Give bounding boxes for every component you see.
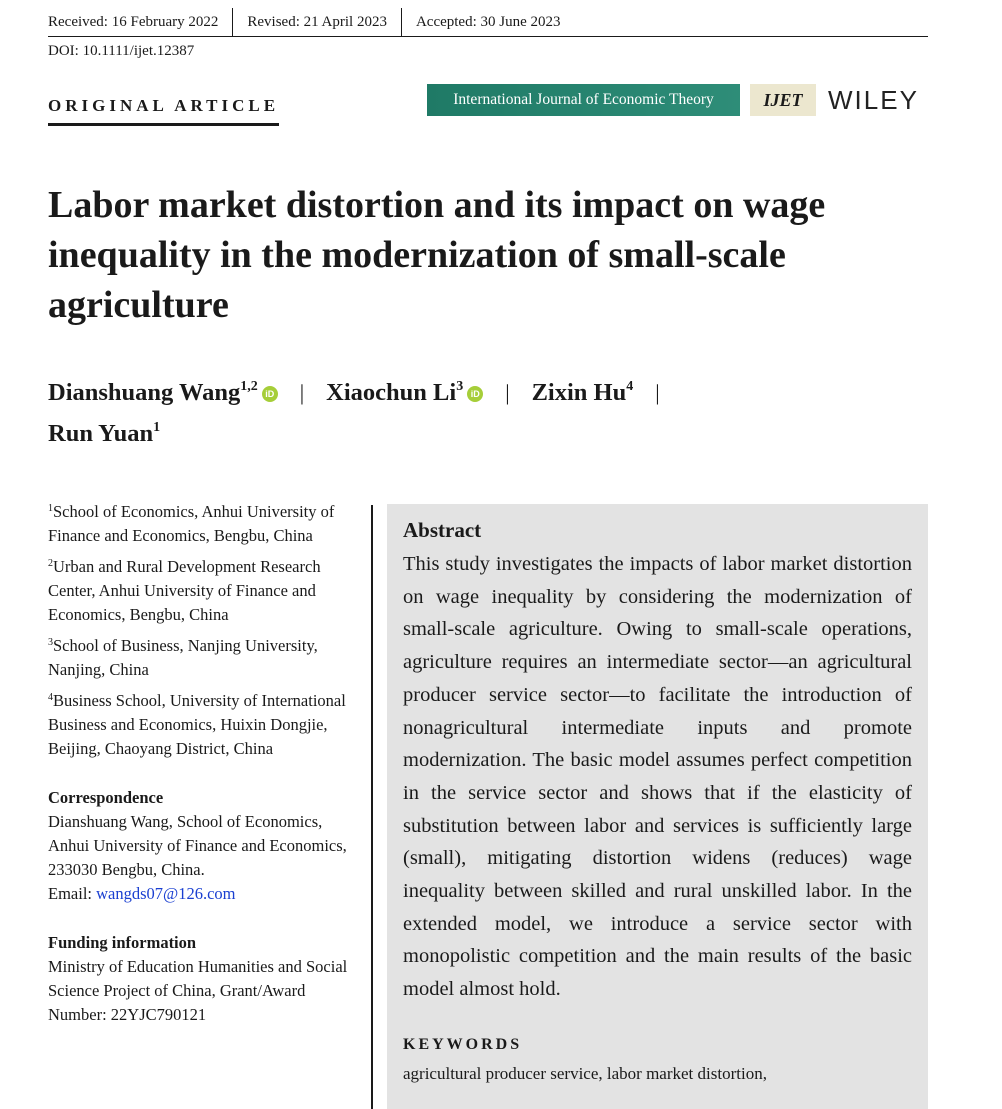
received-date: Received: 16 February 2022 [48,14,219,30]
author-name[interactable]: Run Yuan [48,420,154,447]
author-name[interactable]: Xiaochun Li [326,379,457,406]
affiliation [48,689,358,761]
author-list [48,372,928,454]
funding-text: Ministry of Education Humanities and Social Science Project of China, Grant/Award Number: 22YJC790121 [48,957,348,1024]
journal-name-banner[interactable]: International Journal of Economic Theory [427,84,740,116]
affiliation [48,555,358,627]
orcid-icon[interactable]: iD [467,386,483,402]
doi[interactable]: DOI: 10.1111/ijet.12387 [48,43,195,59]
affiliation-text: Urban and Rural Development Research Center, Anhui University of Finance and Economics, Bengbu, China [48,557,321,624]
affiliation [48,634,358,682]
revised-date: Revised: 21 April 2023 [247,14,387,30]
author-affiliation-sup: 4 [626,379,634,394]
orcid-icon[interactable]: iD [262,386,278,402]
author-separator: | [299,380,305,405]
email-label: Email: [48,884,97,903]
wiley-logo[interactable]: WILEY [828,85,919,115]
abstract-heading: Abstract [403,518,482,542]
correspondence-heading: Correspondence [48,788,164,807]
column-divider [371,505,373,1109]
ijet-logo[interactable]: IJET [750,84,816,116]
email-link[interactable]: wangds07@126.com [96,884,236,903]
keywords-text: agricultural producer service, labor market distortion, [403,1063,767,1083]
author-affiliation-sup: 1 [153,420,161,435]
funding-heading: Funding information [48,933,197,952]
affiliation-text: Business School, University of International Business and Economics, Huixin Dongjie, Beijing, Chaoyang District, China [48,691,346,758]
correspondence-email-line [48,882,358,906]
affiliation-sup: 4 [48,692,53,703]
abstract-text: This study investigates the impacts of labor market distortion on wage inequality by considering the modernization of small-scale agriculture. Owing to small-scale operations, agriculture requires an intermediate sector—an agricultural producer service sector—to facilitate the introduction of nonagricultural intermediate inputs and promote modernization. The basic model assumes perfect competition in the service sector and shows that if the elasticity of substitution between labor and services is sufficiently large (small), mitigating distortion widens (reduces) wage inequality between skilled and rural unskilled labor. In the extended model, we introduce a service sector with monopolistic competition and the main results of the basic model almost hold. [403,553,912,1001]
abstract-box [387,504,928,1109]
article-dates [48,8,928,37]
author-separator: | [655,380,660,405]
affiliation [48,500,358,548]
correspondence-text: Dianshuang Wang, School of Economics, Anhui University of Finance and Economics, 233030 Bengbu, China. [48,812,347,879]
affiliations-column [48,500,358,1027]
author-separator: | [505,380,510,405]
affiliation-sup: 2 [48,558,53,569]
article-type: ORIGINAL ARTICLE [48,96,279,126]
keywords-heading: KEYWORDS [403,1035,523,1053]
author-name[interactable]: Zixin Hu [531,379,627,406]
author-name[interactable]: Dianshuang Wang [48,379,241,406]
author-affiliation-sup: 1,2 [240,379,258,394]
accepted-date: Accepted: 30 June 2023 [415,14,561,30]
affiliation-sup: 3 [48,637,53,648]
author-affiliation-sup: 3 [456,379,464,394]
affiliation-text: School of Economics, Anhui University of Finance and Economics, Bengbu, China [48,502,335,545]
affiliation-text: School of Business, Nanjing University, Nanjing, China [48,636,318,679]
paper-title: Labor market distortion and its impact on wage inequality in the modernization of small-scale agriculture [48,184,826,326]
affiliation-sup: 1 [48,503,53,514]
